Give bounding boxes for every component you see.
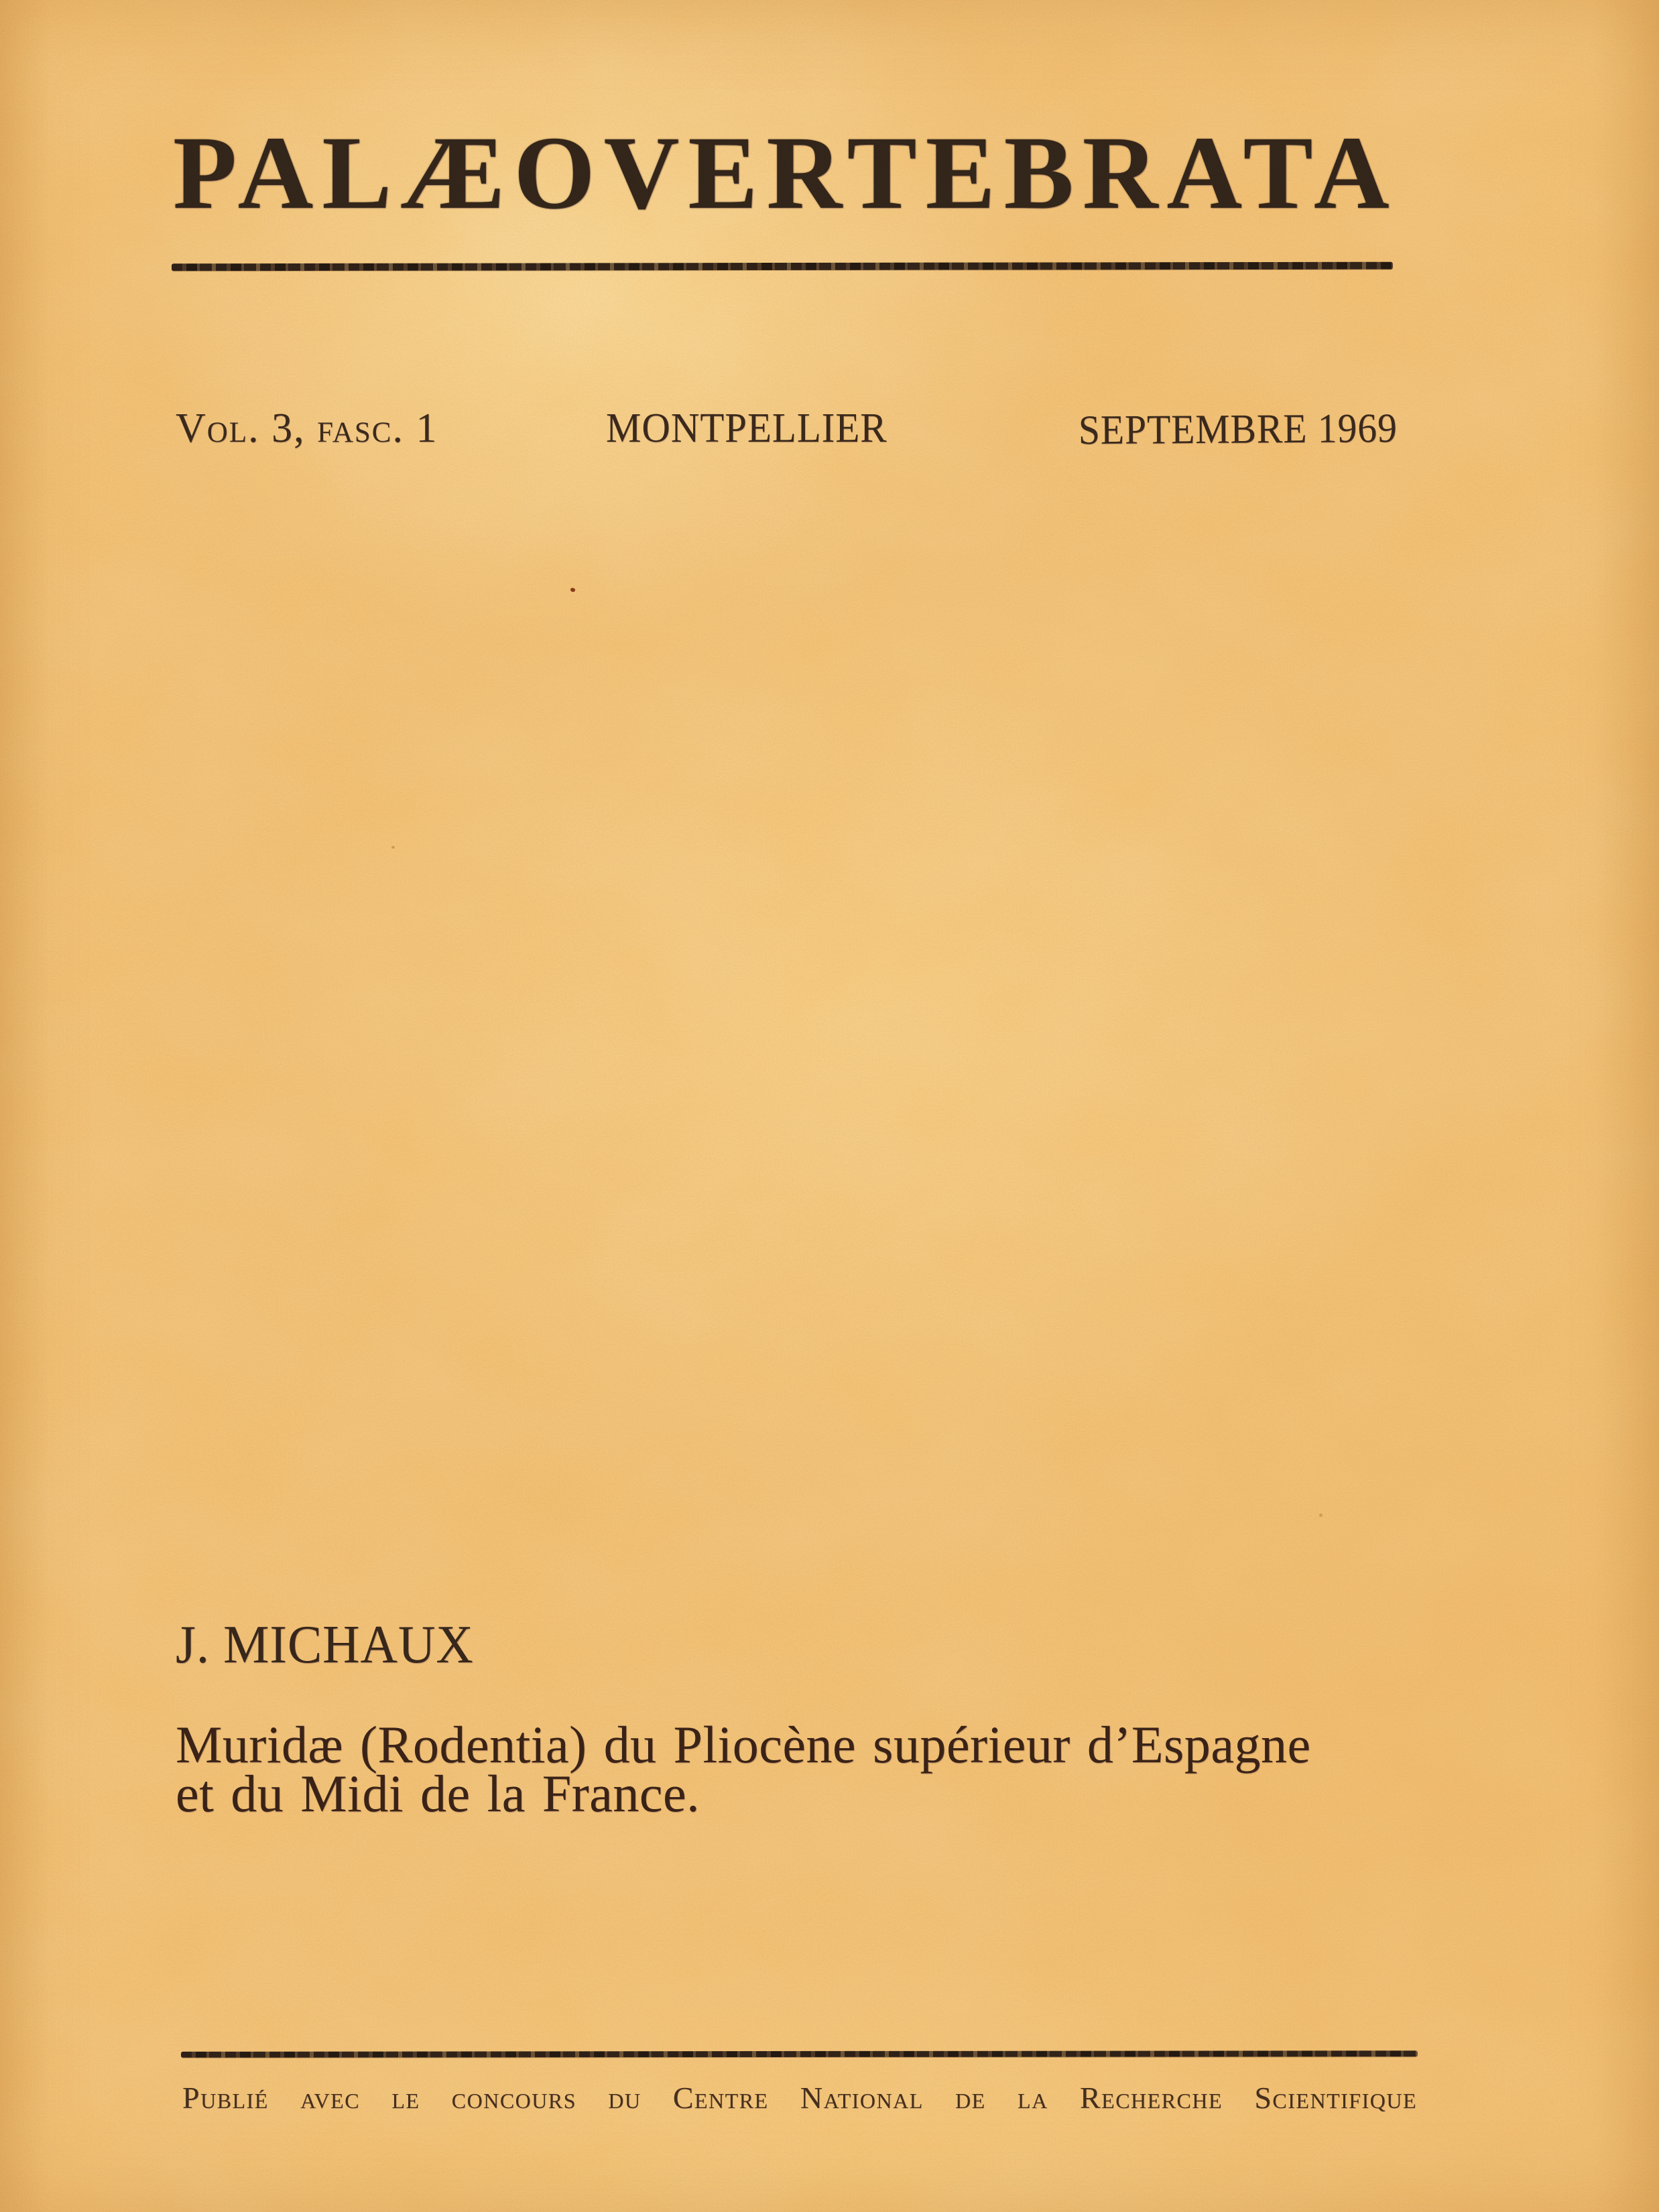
paper-speck xyxy=(1319,1514,1323,1517)
publication-city-label: MONTPELLIER xyxy=(605,406,887,451)
masthead-rule xyxy=(172,262,1393,271)
paper-speck xyxy=(391,846,395,849)
paper-speck xyxy=(570,587,576,593)
article-title xyxy=(176,1715,1311,1823)
journal-title: PALÆOVERTEBRATA xyxy=(173,115,1398,231)
volume-fascicle-label: Vol. 3, fasc. 1 xyxy=(176,406,438,451)
footer-rule xyxy=(181,2050,1418,2058)
article-title-line1: Muridæ (Rodentia) du Pliocène supérieur d’Espagne xyxy=(176,1715,1311,1774)
publication-date-label: SEPTEMBRE 1969 xyxy=(1078,406,1398,454)
publisher-credit: Publié avec le concours du Centre National de la Recherche Scientifique xyxy=(182,2081,1417,2115)
issue-info-row xyxy=(176,406,1398,454)
article-author: J. MICHAUX xyxy=(176,1615,474,1674)
article-title-line2: et du Midi de la France. xyxy=(176,1764,700,1823)
